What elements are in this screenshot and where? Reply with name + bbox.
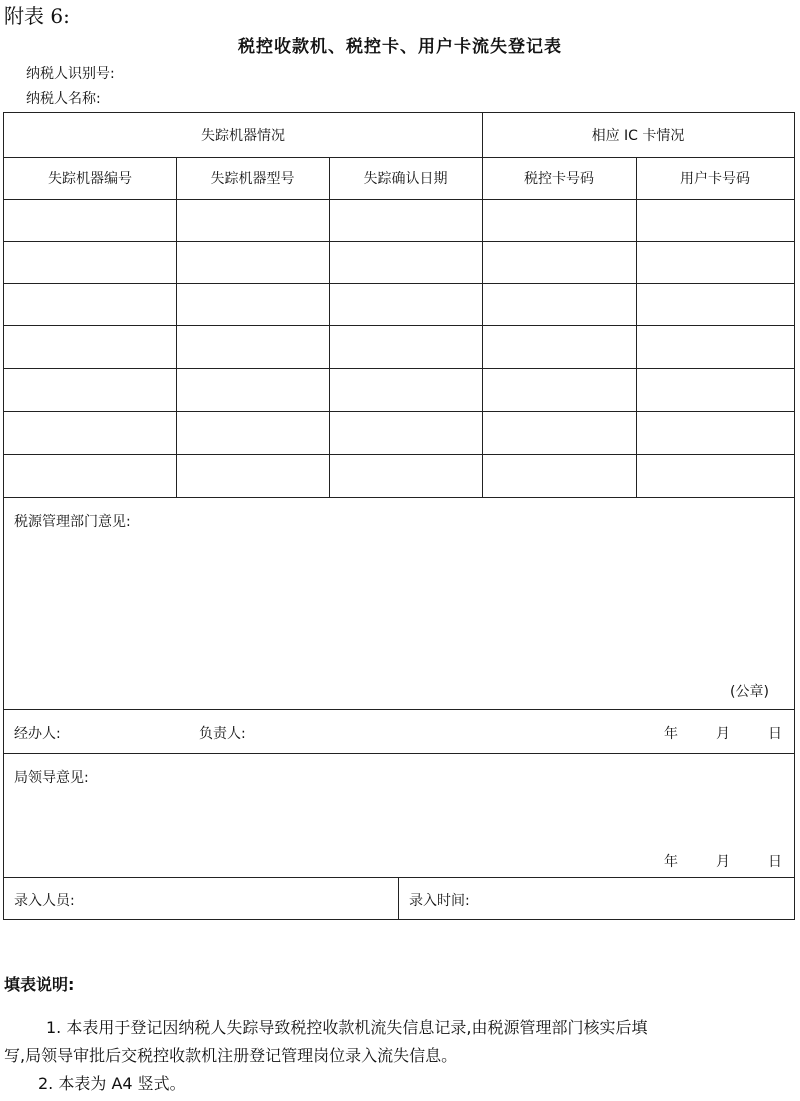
instruction-item-2: 2. 本表为 A4 竖式。 xyxy=(38,1074,186,1093)
column-header-bottom-line xyxy=(4,199,794,200)
row-line xyxy=(4,283,794,284)
form-title: 税控收款机、税控卡、用户卡流失登记表 xyxy=(238,37,562,57)
column-header-user-card-number: 用户卡号码 xyxy=(680,171,750,187)
column-header-machine-model: 失踪机器型号 xyxy=(210,171,295,187)
date-day-label: 日 xyxy=(768,726,782,742)
row-line xyxy=(4,368,794,369)
attachment-label: 附表 6: xyxy=(4,4,70,28)
bureau-bottom-line xyxy=(4,877,794,878)
opinion-bottom-line xyxy=(4,709,794,710)
row-line xyxy=(4,411,794,412)
entry-divider-line xyxy=(398,877,399,919)
official-seal-label: (公章) xyxy=(730,684,769,700)
taxpayer-id-label: 纳税人识别号: xyxy=(26,66,115,82)
instruction-item-1-line-1: 1. 本表用于登记因纳税人失踪导致税控收款机流失信息记录,由税源管理部门核实后填 xyxy=(46,1018,648,1037)
signature-bottom-line xyxy=(4,753,794,754)
column-line xyxy=(636,157,637,497)
instruction-item-1-line-2: 写,局领导审批后交税控收款机注册登记管理岗位录入流失信息。 xyxy=(4,1046,458,1065)
instructions-title: 填表说明: xyxy=(4,975,75,994)
handler-label: 经办人: xyxy=(14,726,61,742)
column-header-machine-number: 失踪机器编号 xyxy=(48,171,132,187)
bureau-date-day-label: 日 xyxy=(768,854,782,870)
loss-registration-form xyxy=(3,112,795,920)
group-header-ic-card: 相应 IC 卡情况 xyxy=(591,128,685,144)
entry-person-label: 录入人员: xyxy=(14,893,75,909)
tax-dept-opinion-label: 税源管理部门意见: xyxy=(14,514,131,530)
column-line xyxy=(329,157,330,497)
date-year-label: 年 xyxy=(664,726,678,742)
date-month-label: 月 xyxy=(716,726,730,742)
responsible-person-label: 负责人: xyxy=(199,726,246,742)
column-header-confirm-date: 失踪确认日期 xyxy=(363,171,448,187)
table-bottom-line xyxy=(4,497,794,498)
row-line xyxy=(4,241,794,242)
group-header-machine: 失踪机器情况 xyxy=(201,128,285,144)
bureau-opinion-label: 局领导意见: xyxy=(14,770,89,786)
row-line xyxy=(4,325,794,326)
taxpayer-name-label: 纳税人名称: xyxy=(26,91,101,107)
row-line xyxy=(4,454,794,455)
column-header-tax-card-number: 税控卡号码 xyxy=(524,171,594,187)
entry-time-label: 录入时间: xyxy=(409,893,470,909)
bureau-date-month-label: 月 xyxy=(716,854,730,870)
column-line xyxy=(176,157,177,497)
bureau-date-year-label: 年 xyxy=(664,854,678,870)
